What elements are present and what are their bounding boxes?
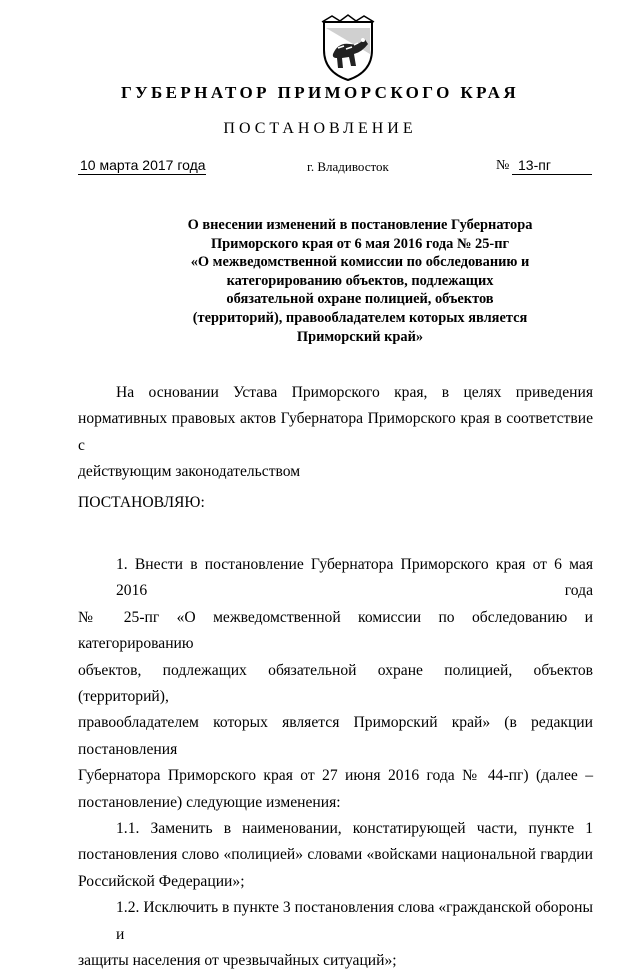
number-label: № (496, 158, 510, 173)
document-meta (0, 156, 640, 178)
subject-line: Приморского края от 6 мая 2016 года № 25-пг (210, 235, 510, 252)
clause-1-1-line: постановления слово «полицией» словами «войсками национальной гвардии (78, 846, 593, 864)
paragraph-line: На основании Устава Приморского края, в целях приведения (116, 384, 593, 401)
document-subject (150, 216, 570, 346)
subject-line: обязательной охране полицией, объектов (226, 291, 494, 308)
paragraph-line: нормативных правовых актов Губернатора Приморского края в соответствие с (78, 410, 593, 454)
clause-1-line: правообладателем которых является Приморский край» (в редакции постановления (78, 714, 593, 758)
clause-1-2-line: защиты населения от чрезвычайных ситуаций»; (78, 952, 397, 970)
subject-line: «О межведомственной комиссии по обследованию и (190, 254, 530, 271)
subject-line: (территорий), правообладателем которых является (192, 309, 528, 326)
document-city: г. Владивосток (307, 159, 389, 174)
clause-1-line: объектов, подлежащих обязательной охране полицией, объектов (территорий), (78, 661, 593, 706)
clause-1-1-line: 1.1. Заменить в наименовании, констатирующей части, пункте 1 (116, 820, 593, 838)
subject-line: категорированию объектов, подлежащих (226, 272, 494, 289)
document-number: 13-пг (518, 157, 551, 173)
paragraph-line: действующим законодательством (78, 463, 301, 481)
clause-1-line: 1. Внести в постановление Губернатора Приморского края от 6 мая 2016 года (116, 556, 593, 600)
clause-1-2-line: 1.2. Исключить в пункте 3 постановления слова «гражданской обороны и (116, 899, 593, 943)
date-field (78, 156, 206, 175)
number-field (512, 156, 592, 175)
clause-1-1-line: Российской Федерации»; (78, 872, 245, 890)
coat-of-arms-icon (318, 14, 378, 84)
governor-title: ГУБЕРНАТОР ПРИМОРСКОГО КРАЯ (120, 83, 520, 102)
preamble-paragraph (78, 380, 593, 486)
document-date: 10 марта 2017 года (80, 157, 206, 173)
clause-1-line: постановление) следующие изменения: (78, 793, 341, 811)
subject-line: Приморский край» (296, 328, 424, 345)
subject-line: О внесении изменений в постановление Губернатора (187, 217, 533, 233)
clause-1-line: Губернатора Приморского края от 27 июня 2016 года № 44-пг) (далее – (78, 767, 593, 785)
clauses (78, 552, 593, 975)
decree-word: ПОСТАНОВЛЯЮ: (78, 494, 205, 511)
document-type: ПОСТАНОВЛЕНИЕ (223, 120, 417, 137)
clause-1-line: № 25-пг «О межведомственной комиссии по обследованию и категорированию (78, 608, 593, 653)
